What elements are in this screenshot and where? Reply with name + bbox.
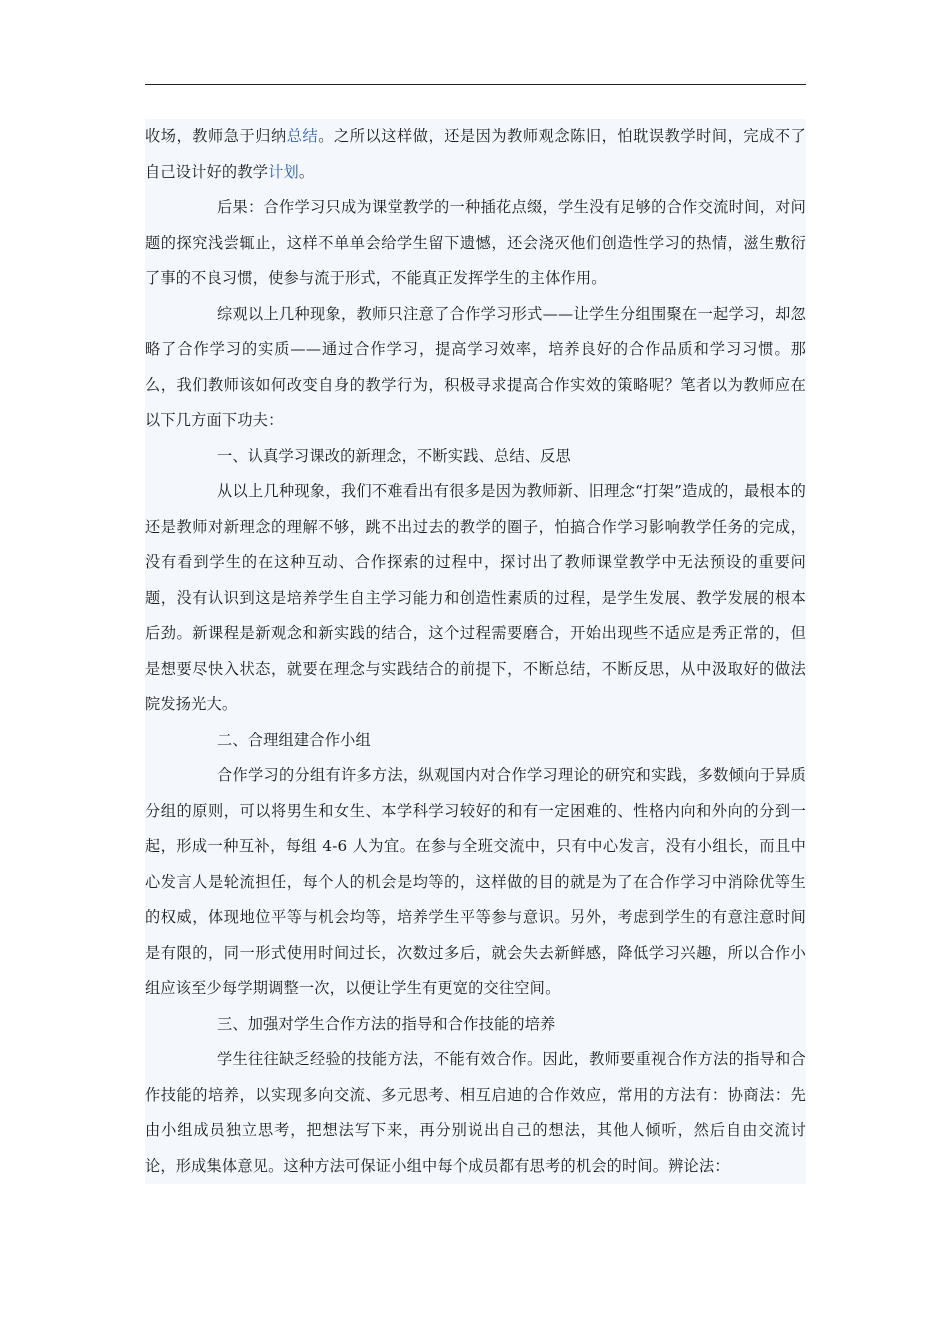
section-heading-2: 二、合理组建合作小组 — [217, 730, 371, 749]
paragraph-consequence: 后果：合作学习只成为课堂教学的一种插花点缀，学生没有足够的合作交流时间，对问题的探究浅尝辄止，这样不单单会给学生留下遗憾，还会浇灭他们创造性学习的热情，滋生敷衍了事的不良习惯，使参与流于形式，不能真正发挥学生的主体作用。 — [145, 198, 806, 287]
article-body — [145, 119, 806, 1184]
plan-link[interactable]: 计划 — [268, 162, 299, 181]
paragraph-1-text-c: 。 — [298, 162, 315, 181]
paragraph-section-2: 合作学习的分组有许多方法，纵观国内对合作学习理论的研究和实践，多数倾向于异质分组的原则，可以将男生和女生、本学科学习较好的和有一定困难的、性格内向和外向的分到一起，形成一种互补，每组 4-6 人为宜。在参与全班交流中，只有中心发言，没有小组长，而且中心发言人是轮流担任，每个人的机会是均等的，这样做的目的就是为了在合作学习中消除优等生的权威，体现地位平等与机会均等，培养学生平等参与意识。另外，考虑到学生的有意注意时间是有限的，同一形式使用时间过长，次数过多后，就会失去新鲜感，降低学习兴趣，所以合作小组应该至少每学期调整一次，以便让学生有更宽的交往空间。 — [145, 766, 806, 997]
paragraph-1-text-b: 。之所以这样做，还是因为教师观念陈旧，怕耽误教学时间，完成不了自己设计好的教学 — [145, 127, 806, 181]
summary-link[interactable]: 总结 — [286, 127, 319, 145]
paragraph-overview: 综观以上几种现象，教师只注意了合作学习形式——让学生分组围聚在一起学习，却忽略了合作学习的实质——通过合作学习，提高学习效率，培养良好的合作品质和学习习惯。那么，我们教师该如何改变自身的教学行为，积极寻求提高合作实效的策略呢？笔者以为教师应在以下几方面下功夫： — [145, 304, 806, 429]
paragraph-section-3: 学生往往缺乏经验的技能方法，不能有效合作。因此，教师要重视合作方法的指导和合作技能的培养，以实现多向交流、多元思考、相互启迪的合作效应，常用的方法有：协商法：先由小组成员独立思考，把想法写下来，再分别说出自己的想法，其他人倾听，然后自由交流讨论，形成集体意见。这种方法可保证小组中每个成员都有思考的机会的时间。辨论法： — [145, 1050, 806, 1175]
paragraph-1 — [145, 119, 806, 190]
paragraph-section-1: 从以上几种现象，我们不难看出有很多是因为教师新、旧理念“打架”造成的，最根本的还是教师对新理念的理解不够，跳不出过去的教学的圈子，怕搞合作学习影响教学任务的完成，没有看到学生的在这种互动、合作探索的过程中，探讨出了教师课堂教学中无法预设的重要问题，没有认识到这是培养学生自主学习能力和创造性素质的过程，是学生发展、教学发展的根本后劲。新课程是新观念和新实践的结合，这个过程需要磨合，开始出现些不适应是秀正常的，但是想要尽快入状态，就要在理念与实践结合的前提下，不断总结，不断反思，从中汲取好的做法院发扬光大。 — [145, 482, 806, 713]
section-heading-1: 一、认真学习课改的新理念，不断实践、总结、反思 — [217, 446, 571, 465]
header-rule — [145, 84, 806, 85]
section-heading-3: 三、加强对学生合作方法的指导和合作技能的培养 — [217, 1014, 556, 1033]
paragraph-1-text-a: 收场，教师急于归纳 — [145, 127, 287, 145]
